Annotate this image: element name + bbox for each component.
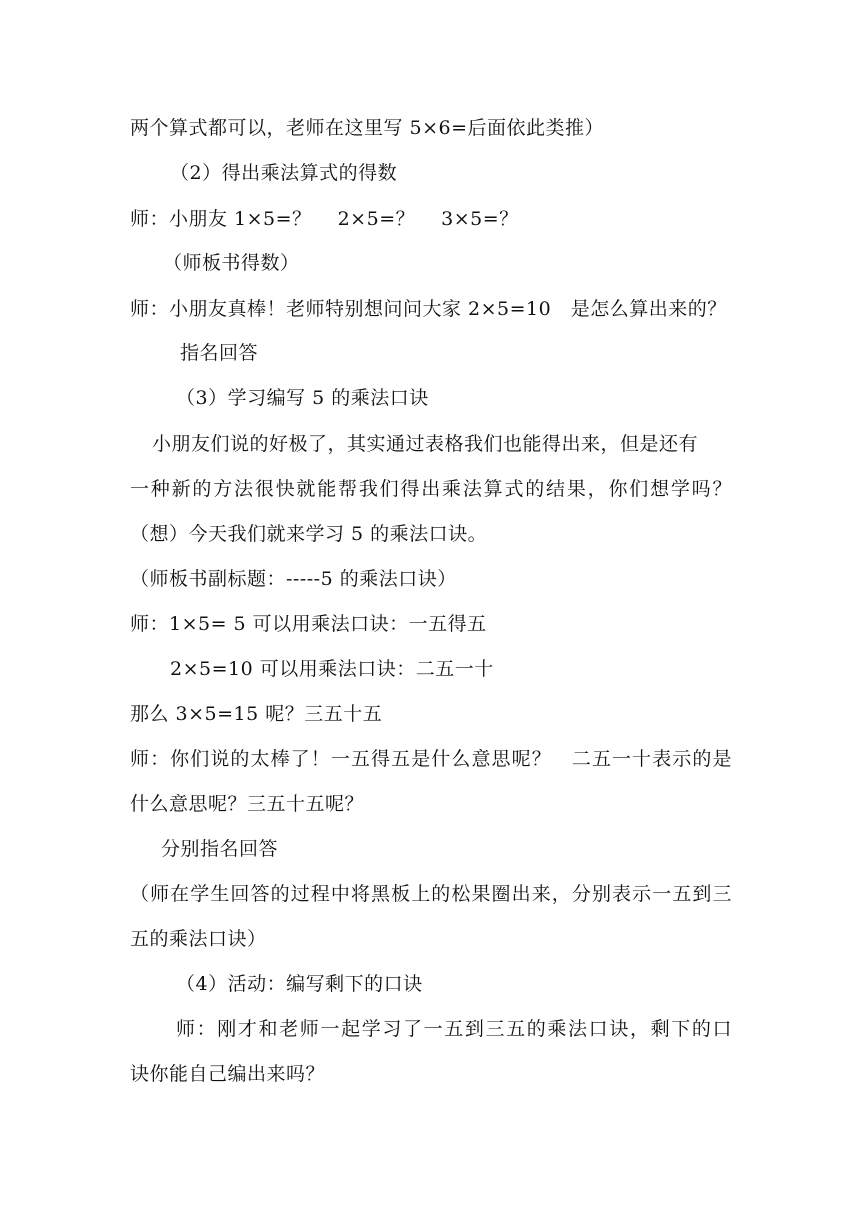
paragraph-line: （师在学生回答的过程中将黑板上的松果圈出来，分别表示一五到三 <box>130 883 732 905</box>
text-line: 师：小朋友真棒！老师特别想问问大家 2×5=10 是怎么算出来的？ <box>130 298 727 320</box>
paragraph-line: 小朋友们说的好极了，其实通过表格我们也能得出来，但是还有 <box>152 433 699 455</box>
text-line: 师：小朋友 1×5=？ 2×5=？ 3×5=？ <box>130 208 519 230</box>
paragraph-line: 诀你能自己编出来吗？ <box>130 1063 326 1085</box>
text-line: 那么 3×5=15 呢？三五十五 <box>130 703 383 725</box>
text-line: （师板书得数） <box>163 252 300 274</box>
paragraph-line: 什么意思呢？三五十五呢？ <box>130 793 365 815</box>
paragraph-line: 师：刚才和老师一起学习了一五到三五的乘法口诀，剩下的口 <box>176 1018 732 1040</box>
text-line: 指名回答 <box>180 342 259 364</box>
section-heading: （3）学习编写 5 的乘法口诀 <box>176 387 429 409</box>
paragraph-line: （想）今天我们就来学习 5 的乘法口诀。 <box>130 523 488 545</box>
text-line: 2×5=10 可以用乘法口诀：二五一十 <box>170 658 494 680</box>
text-line: 师：1×5= 5 可以用乘法口诀：一五得五 <box>130 613 487 635</box>
text-line: 分别指名回答 <box>161 838 279 860</box>
text-line: （师板书副标题：-----5 的乘法口诀） <box>130 568 457 590</box>
section-heading: （4）活动：编写剩下的口诀 <box>176 973 423 995</box>
paragraph-line: 师：你们说的太棒了！一五得五是什么意思呢？ 二五一十表示的是 <box>130 748 732 770</box>
text-line: 两个算式都可以，老师在这里写 5×6=后面依此类推） <box>130 117 605 139</box>
paragraph-line: 五的乘法口诀） <box>130 928 267 950</box>
paragraph-line: 一种新的方法很快就能帮我们得出乘法算式的结果，你们想学吗？ <box>130 478 732 500</box>
section-heading: （2）得出乘法算式的得数 <box>170 162 398 184</box>
